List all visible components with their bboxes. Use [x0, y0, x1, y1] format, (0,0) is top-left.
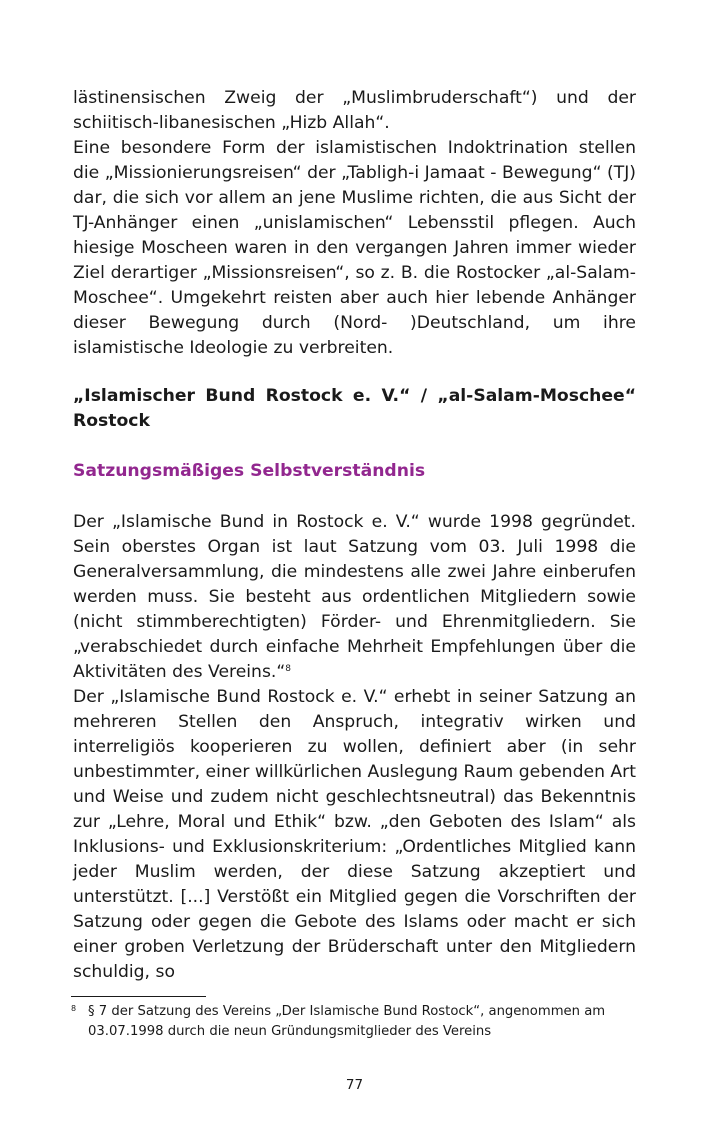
paragraph-tabligh-jamaat: Eine besondere Form der islamistischen Indoktrination stellen die „Missionierungsreisen“ der „Tabligh-i Jamaat - Bewegung“ (TJ) dar, die sich vor allem an jene Muslime richten, die aus Sicht der TJ-Anhänger einen „unislamischen“ Lebensstil pflegen. Auch hiesige Moscheen waren in den vergangen Jahren immer wieder Ziel derartiger „Missionsreisen“, so z. B. die Rostocker „al-Salam-Moschee“. Umgekehrt reisten aber auch hier lebende Anhänger dieser Bewegung durch (Nord- )Deutschland, um ihre islamistische Ideologie zu verbreiten. [73, 138, 636, 358]
paragraph-founding [73, 510, 636, 685]
footnote [71, 1002, 636, 1042]
body-text-top [73, 86, 636, 361]
footnote-text: § 7 der Satzung des Vereins „Der Islamische Bund Rostock“, angenommen am 03.07.1998 durch die neun Gründungsmitglieder des Vereins [88, 1004, 606, 1039]
subsection-heading: Satzungsmäßiges Selbstverständnis [73, 461, 426, 481]
paragraph-hizb-allah: lästinensischen Zweig der „Muslimbruderschaft“) und der schiitisch-libanesischen „Hizb Allah“. [73, 88, 636, 133]
footnote-marker: 8 [71, 1004, 77, 1013]
body-text-bottom [73, 510, 636, 985]
paragraph-statute-claims: Der „Islamische Bund Rostock e. V.“ erhebt in seiner Satzung an mehreren Stellen den Anspruch, integrativ wirken und interreligiös kooperieren zu wollen, definiert aber (in sehr unbestimmter, einer willkürlichen Auslegung Raum gebenden Art und Weise und zudem nicht geschlechtsneutral) das Bekenntnis zur „Lehre, Moral und Ethik“ bzw. „den Geboten des Islam“ als Inklusions- und Exklusionskriterium: „Ordentliches Mitglied kann jeder Muslim werden, der diese Satzung akzeptiert und unterstützt. [...] Verstößt ein Mitglied gegen die Vorschriften der Satzung oder gegen die Gebote des Islams oder macht er sich einer groben Verletzung der Brüderschaft unter den Mitgliedern schuldig, so [73, 687, 636, 982]
page-number: 77 [345, 1077, 364, 1093]
paragraph-founding-text: Der „Islamische Bund in Rostock e. V.“ wurde 1998 gegründet. Sein oberstes Organ ist laut Satzung vom 03. Juli 1998 die Generalversammlung, die mindestens alle zwei Jahre einberufen werden muss. Sie besteht aus ordentlichen Mitgliedern sowie (nicht stimmberechtigten) Förder- und Ehrenmitgliedern. Sie „verabschiedet durch einfache Mehrheit Empfehlungen über die Aktivitäten des Vereins.“ [73, 512, 636, 682]
footnote-divider [71, 996, 206, 997]
footnote-reference: 8 [285, 664, 292, 674]
section-heading: „Islamischer Bund Rostock e. V.“ / „al-Salam-Moschee“ Rostock [73, 386, 636, 431]
